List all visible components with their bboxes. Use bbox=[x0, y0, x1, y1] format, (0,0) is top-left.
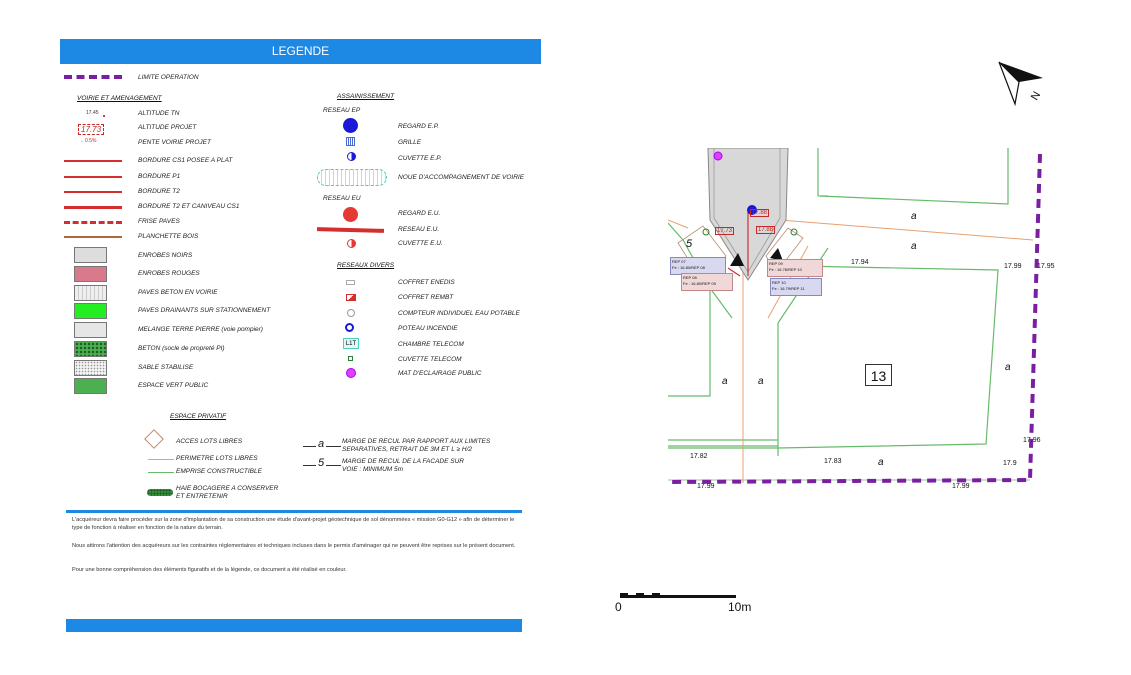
coffret-enedis-icon bbox=[346, 280, 355, 285]
divers-item-mat-eclairage: MAT D'ECLAIRAGE PUBLIC bbox=[398, 370, 482, 377]
road-label-2: 17.88 bbox=[752, 210, 768, 216]
voirie-item-planchette-bois: PLANCHETTE BOIS bbox=[138, 233, 199, 240]
recul-mark-6: a bbox=[878, 457, 884, 468]
limite-operation-label: LIMITE OPERATION bbox=[138, 74, 199, 81]
elevation-17-9: 17.9 bbox=[1003, 460, 1017, 467]
altitude-tn-sample: 17.45 bbox=[86, 110, 99, 116]
divers-item-chambre-telecom: CHAMBRE TELECOM bbox=[398, 341, 464, 348]
elevation-17-96: 17.96 bbox=[1023, 437, 1041, 444]
cuvette-eu-icon bbox=[347, 239, 356, 248]
reperage-box-3: REP 09 Fe : 16.78/REP 10 bbox=[767, 259, 823, 277]
assainissement-title: ASSAINISSEMENT bbox=[337, 93, 395, 100]
elevation-17-99-left: 17.99 bbox=[697, 483, 715, 490]
recul-text: MARGE DE RECUL PAR RAPPORT AUX LIMITES SEPARATIVES, RETRAIT DE 3M ET L ≥ H/2 bbox=[342, 438, 491, 453]
road-label-3: 17.88 bbox=[758, 227, 774, 233]
espace-privatif-title: ESPACE PRIVATIF bbox=[170, 413, 227, 420]
cuvette-ep-icon bbox=[347, 152, 356, 161]
note-couleur: Pour une bonne compréhension des éléments figuratifs et de la légende, ce document a été réalisé en couleur. bbox=[72, 567, 347, 573]
divers-item-cuvette-telecom: CUVETTE TELECOM bbox=[398, 356, 462, 363]
divers-item-coffret-enedis: COFFRET ENEDIS bbox=[398, 279, 455, 286]
note-contraintes: Nous attirons l'attention des acquéreurs sur les contraintes réglementaires et techniques incluses dans le permis d'aménager qui ne peuvent être reprises sur le présent document. bbox=[72, 543, 516, 549]
elevation-17-95: 17.95 bbox=[1037, 263, 1055, 270]
regard-eu-icon bbox=[343, 207, 358, 222]
voirie-item-beton: BETON (socle de propreté PI) bbox=[138, 345, 225, 352]
ep-item-regard: REGARD E.P. bbox=[398, 123, 440, 130]
chambre-telecom-icon: L1T bbox=[343, 338, 359, 349]
haie-bocagere-icon bbox=[147, 489, 173, 496]
voirie-item-altitude-projet: ALTITUDE PROJET bbox=[138, 124, 197, 131]
voirie-item-bordure-cs1: BORDURE CS1 POSEE A PLAT bbox=[138, 157, 233, 164]
bordure-t2-caniveau-line bbox=[64, 206, 122, 209]
recul-symbol: a bbox=[318, 438, 325, 450]
privatif-item-haie: HAIE BOCAGERE A CONSERVER ET ENTRETENIR bbox=[176, 485, 279, 500]
reperage-box-1: REP 07 Fe : 16.80/REP 08 bbox=[670, 257, 726, 275]
enrobes-noirs-swatch bbox=[74, 247, 107, 263]
grille-icon bbox=[346, 137, 355, 146]
frise-paves-line bbox=[64, 221, 122, 224]
voirie-item-enrobes-noirs: ENROBES NOIRS bbox=[138, 252, 193, 259]
voirie-item-altitude-tn: ALTITUDE TN bbox=[138, 110, 180, 117]
planchette-bois-line bbox=[64, 236, 122, 238]
bordure-t2-line bbox=[64, 191, 122, 193]
elevation-17-82: 17.82 bbox=[690, 453, 708, 460]
reseau-eu-title: RESEAU EU bbox=[323, 195, 361, 202]
regard-ep-icon bbox=[343, 118, 358, 133]
bordure-p1-line bbox=[64, 176, 122, 178]
ep-item-cuvette: CUVETTE E.P. bbox=[398, 155, 442, 162]
legend-footer-bar bbox=[66, 619, 522, 632]
voirie-item-bordure-t2: BORDURE T2 bbox=[138, 188, 180, 195]
voirie-item-sable-stabilise: SABLE STABILISE bbox=[138, 364, 194, 371]
cuvette-telecom-icon bbox=[348, 356, 353, 361]
scale-start-label: 0 bbox=[615, 600, 622, 614]
recul-mark-4: a bbox=[758, 376, 764, 387]
voirie-title: VOIRIE ET AMENAGEMENT bbox=[77, 95, 162, 102]
reseaux-divers-title: RESEAUX DIVERS bbox=[337, 262, 395, 269]
reseau-ep-title: RESEAU EP bbox=[323, 107, 361, 114]
divers-item-poteau-incendie: POTEAU INCENDIE bbox=[398, 325, 458, 332]
voirie-item-frise-paves: FRISE PAVES bbox=[138, 218, 180, 225]
enrobes-rouges-swatch bbox=[74, 266, 107, 282]
facade-text: MARGE DE RECUL DE LA FACADE SUR VOIE : MINIMUM 5m bbox=[342, 458, 464, 473]
legend-title: LEGENDE bbox=[60, 39, 541, 64]
facade-symbol: 5 bbox=[318, 457, 325, 469]
limite-operation-swatch bbox=[64, 75, 122, 79]
mat-eclairage-icon bbox=[346, 368, 356, 378]
voirie-item-espace-vert: ESPACE VERT PUBLIC bbox=[138, 382, 209, 389]
voirie-item-pente: PENTE VOIRIE PROJET bbox=[138, 139, 211, 146]
lot-number-13: 13 bbox=[865, 364, 892, 386]
paves-drainants-swatch bbox=[74, 303, 107, 319]
eu-item-regard: REGARD E.U. bbox=[398, 210, 441, 217]
bordure-cs1-line bbox=[64, 160, 122, 162]
paves-beton-swatch bbox=[74, 285, 107, 301]
scale-bar-seg-2 bbox=[636, 593, 644, 598]
privatif-item-perimetre: PERIMETRE LOTS LIBRES bbox=[176, 455, 258, 462]
note-geotechnique: L'acquéreur devra faire procéder sur la zone d'implantation de sa construction une étude d'avant-projet géotechnique de sol dénommées « mission G0-G12 » afin de déterminer le type de fonction à réaliser en fonction de la nature du terrain. bbox=[72, 517, 515, 531]
voirie-item-paves-beton: PAVES BETON EN VOIRIE bbox=[138, 289, 218, 296]
reperage-box-2: REP 08 Fe : 16.80/REP 09 bbox=[681, 273, 733, 291]
site-plan-map bbox=[668, 148, 1048, 493]
emprise-line bbox=[148, 472, 174, 473]
perimetre-lots-line bbox=[148, 459, 174, 460]
facade-mark-map: 5 bbox=[686, 238, 693, 250]
voirie-item-melange-terre: MELANGE TERRE PIERRE (voie pompier) bbox=[138, 326, 263, 333]
pente-sample: ←0.5% bbox=[80, 138, 97, 144]
privatif-item-emprise: EMPRISE CONSTRUCTIBLE bbox=[176, 468, 262, 475]
beton-swatch bbox=[74, 341, 107, 357]
voirie-item-enrobes-rouges: ENROBES ROUGES bbox=[138, 270, 200, 277]
privatif-item-acces: ACCES LOTS LIBRES bbox=[176, 438, 243, 445]
altitude-tn-dot-icon bbox=[103, 115, 105, 117]
scale-end-label: 10m bbox=[728, 600, 752, 614]
scale-bar-seg-3 bbox=[652, 593, 660, 598]
notes-top-rule bbox=[66, 510, 522, 513]
ep-item-noue: NOUE D'ACCOMPAGNEMENT DE VOIRIE bbox=[398, 174, 525, 181]
recul-mark-2: a bbox=[911, 241, 917, 252]
eu-item-cuvette: CUVETTE E.U. bbox=[398, 240, 443, 247]
melange-terre-swatch bbox=[74, 322, 107, 338]
sable-stabilise-swatch bbox=[74, 360, 107, 376]
noue-icon bbox=[317, 169, 387, 186]
altitude-projet-sample: 17.73 bbox=[78, 124, 104, 135]
elevation-17-83: 17.83 bbox=[824, 458, 842, 465]
recul-mark-1: a bbox=[911, 211, 917, 222]
scale-bar-seg-1 bbox=[620, 593, 628, 598]
road-label-1: 17.73 bbox=[717, 228, 733, 234]
elevation-17-99-top: 17.99 bbox=[1004, 263, 1022, 270]
coffret-rembt-icon bbox=[346, 294, 356, 301]
voirie-item-bordure-p1: BORDURE P1 bbox=[138, 173, 181, 180]
north-label: N bbox=[1028, 89, 1044, 103]
divers-item-coffret-rembt: COFFRET REMBT bbox=[398, 294, 454, 301]
ep-item-grille: GRILLE bbox=[398, 139, 422, 146]
reperage-box-4: REP 10 Fe : 16.79/REP 11 bbox=[770, 278, 822, 296]
recul-mark-5: a bbox=[1005, 362, 1011, 373]
divers-item-compteur-eau: COMPTEUR INDIVIDUEL EAU POTABLE bbox=[398, 310, 520, 317]
eu-item-reseau: RESEAU E.U. bbox=[398, 226, 440, 233]
voirie-item-bordure-t2-caniveau: BORDURE T2 ET CANIVEAU CS1 bbox=[138, 203, 240, 210]
compteur-eau-icon bbox=[347, 309, 355, 317]
mat-eclairage-map-icon bbox=[714, 152, 722, 160]
poteau-incendie-icon bbox=[343, 321, 356, 334]
voirie-item-paves-drainants: PAVES DRAINANTS SUR STATIONNEMENT bbox=[138, 307, 271, 314]
acces-lots-icon bbox=[144, 429, 164, 449]
elevation-17-94: 17.94 bbox=[851, 259, 869, 266]
espace-vert-swatch bbox=[74, 378, 107, 394]
elevation-17-99-bottom: 17.99 bbox=[952, 483, 970, 490]
recul-mark-3: a bbox=[722, 376, 728, 387]
reseau-eu-line bbox=[317, 227, 384, 233]
